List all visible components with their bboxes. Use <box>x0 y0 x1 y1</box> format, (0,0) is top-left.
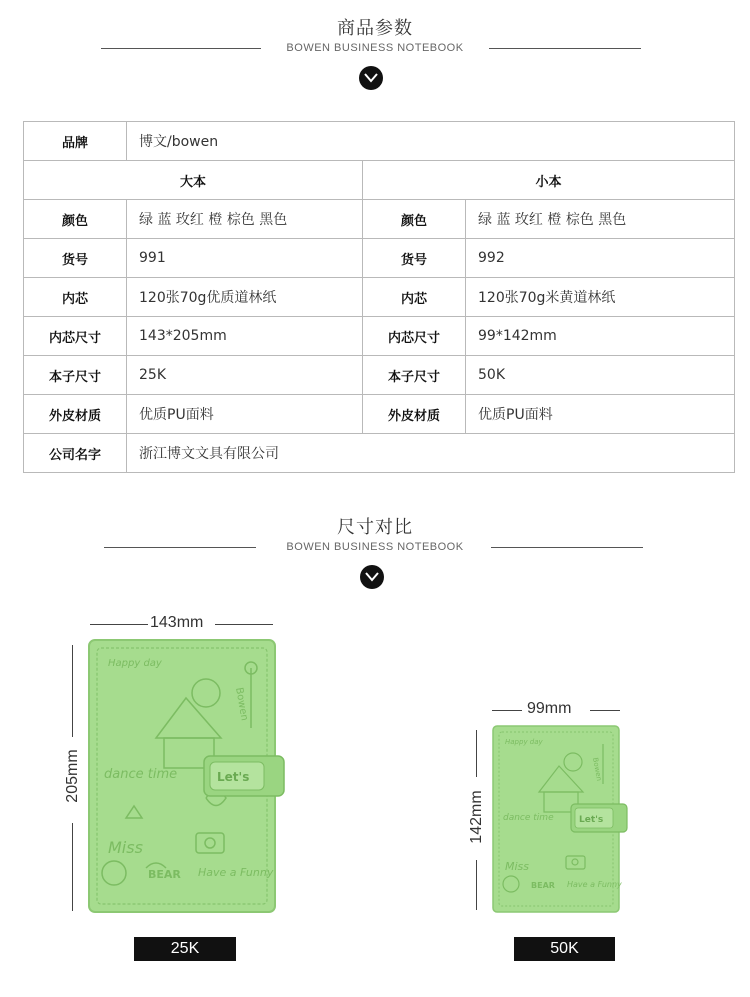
params-section-header <box>0 0 750 100</box>
table-row <box>24 434 735 473</box>
art-text: Have a Funny <box>567 880 622 889</box>
small-size-label: 50K <box>514 937 615 961</box>
chevron-down-icon <box>359 66 383 90</box>
art-text: Bowen <box>591 756 604 782</box>
table-row <box>24 239 735 278</box>
row-label: 外皮材质 <box>24 395 127 434</box>
art-text: Happy day <box>108 658 162 669</box>
small-value: 120张70g米黄道林纸 <box>466 278 735 317</box>
width-dimension-line <box>590 710 620 711</box>
table-header-row <box>24 161 735 200</box>
big-notebook-header: 大本 <box>24 161 363 200</box>
width-dimension-line <box>215 624 273 625</box>
row-label: 内芯 <box>363 278 466 317</box>
brand-label: 品牌 <box>24 122 127 161</box>
table-row <box>24 395 735 434</box>
small-value: 992 <box>466 239 735 278</box>
small-value: 50K <box>466 356 735 395</box>
row-label: 内芯尺寸 <box>363 317 466 356</box>
big-width-label: 143mm <box>150 614 204 631</box>
art-text: dance time <box>104 767 178 782</box>
row-label: 内芯 <box>24 278 127 317</box>
table-row <box>24 278 735 317</box>
table-row <box>24 200 735 239</box>
small-width-label: 99mm <box>527 700 572 717</box>
art-text: Miss <box>108 838 143 857</box>
product-params-table <box>23 121 735 473</box>
big-height-label: 205mm <box>64 749 81 803</box>
small-value: 99*142mm <box>466 317 735 356</box>
row-label: 颜色 <box>24 200 127 239</box>
company-value: 浙江博文文具有限公司 <box>127 434 735 473</box>
height-dimension-line <box>72 823 73 911</box>
row-label: 货号 <box>363 239 466 278</box>
big-value: 120张70g优质道林纸 <box>127 278 363 317</box>
width-dimension-line <box>492 710 522 711</box>
params-section-title: 商品参数 <box>337 18 413 39</box>
table-row <box>24 356 735 395</box>
art-text: Miss <box>505 860 530 873</box>
clasp-text: Let's <box>579 815 604 825</box>
divider-right <box>489 48 641 49</box>
row-label: 本子尺寸 <box>363 356 466 395</box>
art-text: Bowen <box>233 686 250 722</box>
height-dimension-line <box>476 730 477 777</box>
big-value: 143*205mm <box>127 317 363 356</box>
width-dimension-line <box>90 624 148 625</box>
divider-left <box>101 48 261 49</box>
company-label: 公司名字 <box>24 434 127 473</box>
art-text: Have a Funny <box>198 866 274 879</box>
small-notebook-image <box>491 724 631 916</box>
big-value: 991 <box>127 239 363 278</box>
chevron-down-icon <box>360 565 384 589</box>
art-text: dance time <box>503 813 554 823</box>
size-section-title: 尺寸对比 <box>337 517 413 538</box>
size-section-subtitle: BOWEN BUSINESS NOTEBOOK <box>286 541 464 553</box>
art-text: BEAR <box>148 868 181 881</box>
clasp-text: Let's <box>217 770 250 784</box>
big-value: 绿 蓝 玫红 橙 棕色 黑色 <box>127 200 363 239</box>
height-dimension-line <box>476 860 477 910</box>
params-section-subtitle: BOWEN BUSINESS NOTEBOOK <box>286 42 464 54</box>
height-dimension-line <box>72 645 73 737</box>
big-value: 优质PU面料 <box>127 395 363 434</box>
size-section-header <box>0 500 750 595</box>
row-label: 内芯尺寸 <box>24 317 127 356</box>
row-label: 外皮材质 <box>363 395 466 434</box>
row-label: 货号 <box>24 239 127 278</box>
small-value: 绿 蓝 玫红 橙 棕色 黑色 <box>466 200 735 239</box>
divider-right <box>491 547 643 548</box>
row-label: 颜色 <box>363 200 466 239</box>
big-value: 25K <box>127 356 363 395</box>
divider-left <box>104 547 256 548</box>
small-notebook-header: 小本 <box>363 161 735 200</box>
art-text: Happy day <box>505 738 543 746</box>
small-height-label: 142mm <box>468 790 485 844</box>
table-row <box>24 122 735 161</box>
row-label: 本子尺寸 <box>24 356 127 395</box>
table-row <box>24 317 735 356</box>
small-value: 优质PU面料 <box>466 395 735 434</box>
big-notebook-image <box>86 638 286 916</box>
art-text: BEAR <box>531 881 555 890</box>
big-size-label: 25K <box>134 937 236 961</box>
brand-value: 博文/bowen <box>127 122 735 161</box>
